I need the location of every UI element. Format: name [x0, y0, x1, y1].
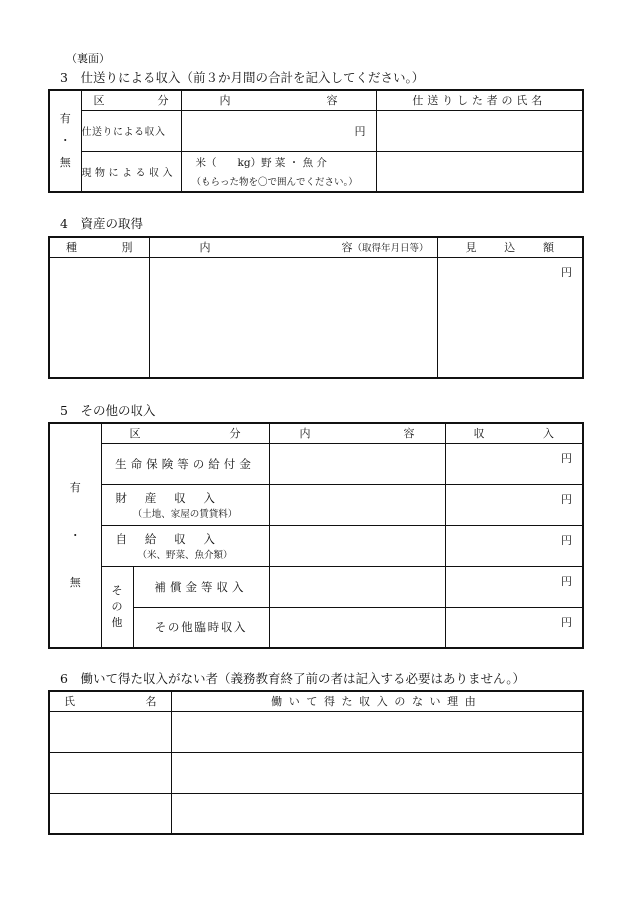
s4-h-shubetsu-2: 別 [121, 241, 133, 255]
s3-row2-line2: （もらった物を〇で囲んでください。） [191, 176, 358, 188]
page-note: （裏面） [66, 52, 110, 65]
s5-sonota-row1-label: 補償金等収入 [133, 566, 269, 607]
s4-h-mikomi-1: 見 [465, 241, 477, 255]
s5-row3-naiyou[interactable] [269, 525, 445, 566]
section-4-title: 4 資産の取得 [60, 216, 143, 231]
s3-h-kubun-2: 分 [157, 94, 169, 108]
s5-sonota-3: 他 [111, 615, 123, 629]
s5-row3-label-wrap [102, 531, 269, 547]
s3-row1-name-cell[interactable] [376, 110, 583, 151]
s4-shubetsu-cell[interactable] [49, 257, 149, 378]
s4-h-mikomi-3: 額 [543, 241, 554, 255]
s3-side-yu: 有 [59, 112, 71, 126]
s5-sonota-row1-naiyou[interactable] [269, 566, 445, 607]
s3-row2-line1: 米（ kg）野 菜 ・ 魚 介 [195, 156, 327, 169]
s5-h-naiyou-1: 内 [299, 427, 311, 441]
s5-row2-labelcell [101, 484, 269, 525]
section-5-table [48, 422, 584, 649]
section-3-title: 3 仕送りによる収入（前３か月間の合計を記入してください。） [60, 70, 425, 85]
s6-row2-shimei[interactable] [49, 752, 171, 793]
s5-h-naiyou-2: 容 [403, 427, 415, 441]
s3-h-naiyou-2: 容 [326, 94, 338, 108]
section-5-title: 5 その他の収入 [60, 403, 156, 418]
s6-row3-riyuu[interactable] [171, 793, 583, 834]
s3-h-kubun-1: 区 [93, 94, 105, 108]
s3-h-name: 仕送りした者の氏名 [376, 90, 583, 110]
s4-h-naiyou-1: 内 [199, 241, 211, 255]
s5-h-kubun-2: 分 [229, 427, 241, 441]
s3-row1-yen: 円 [181, 110, 376, 151]
s5-row2-label: 財産収入 [115, 490, 233, 505]
s5-sonota-row2-yen: 円 [445, 607, 583, 648]
s3-row2-label: 現物による収入 [81, 151, 181, 192]
s5-row1-naiyou[interactable] [269, 443, 445, 484]
s6-row1-riyuu[interactable] [171, 711, 583, 752]
s3-side-mu: 無 [59, 155, 71, 169]
s5-umu-cell [49, 423, 101, 648]
s5-side-yu: 有 [69, 480, 81, 494]
s5-h-shunyu-1: 収 [473, 427, 485, 441]
s5-sonota-cell [101, 566, 133, 648]
s6-h-shimei-2: 名 [145, 695, 157, 709]
s5-sonota-row1-yen: 円 [445, 566, 583, 607]
s5-row3-labelcell [101, 525, 269, 566]
s4-h-mikomi-2: 込 [504, 241, 516, 255]
s5-row3-yen: 円 [445, 525, 583, 566]
s6-h-riyuu: 働いて得た収入のない理由 [171, 691, 583, 711]
s6-row2-riyuu[interactable] [171, 752, 583, 793]
s3-side-dot: ・ [59, 134, 71, 148]
s5-sonota-row2-label: その他臨時収入 [133, 607, 269, 648]
s5-row3-sub: （米、野菜、魚介類） [137, 549, 233, 561]
section-3-table [48, 89, 584, 193]
s5-side-dot: ・ [69, 528, 81, 542]
s3-row2-content [181, 151, 376, 192]
s6-h-shimei-1: 氏 [64, 695, 75, 709]
s4-mikomi-yen: 円 [437, 257, 583, 378]
s5-sonota-1: そ [111, 584, 123, 598]
s4-naiyou-cell[interactable] [149, 257, 437, 378]
section-6-title: 6 働いて得た収入がない者（義務教育終了前の者は記入する必要はありません。） [60, 671, 525, 686]
s5-row2-sub: （土地、家屋の賃貸料） [132, 508, 238, 520]
s6-row1-shimei[interactable] [49, 711, 171, 752]
s3-row2-name-cell[interactable] [376, 151, 583, 192]
s3-umu-cell [49, 90, 81, 192]
s5-row1-label: 生命保険等の給付金 [101, 443, 269, 484]
s6-row3-shimei[interactable] [49, 793, 171, 834]
s4-h-naiyou-2: 容 [341, 241, 353, 255]
s5-sonota-row2-naiyou[interactable] [269, 607, 445, 648]
s5-side-mu: 無 [69, 576, 81, 590]
s5-row2-yen: 円 [445, 484, 583, 525]
s4-h-shubetsu-1: 種 [66, 241, 77, 255]
s3-h-naiyou-1: 内 [219, 94, 231, 108]
s4-h-naiyou-note: （取得年月日等） [352, 243, 429, 255]
s5-h-shunyu-2: 入 [543, 427, 554, 441]
s5-row2-label-wrap [102, 490, 269, 506]
s5-sonota-2: の [111, 599, 123, 613]
s5-row3-label: 自給収入 [115, 531, 233, 546]
s5-row2-naiyou[interactable] [269, 484, 445, 525]
section-6-table [48, 690, 584, 835]
s5-row1-yen: 円 [445, 443, 583, 484]
section-4-table [48, 236, 584, 379]
s3-row1-label: 仕送りによる収入 [81, 110, 181, 151]
s5-h-kubun-1: 区 [129, 427, 141, 441]
